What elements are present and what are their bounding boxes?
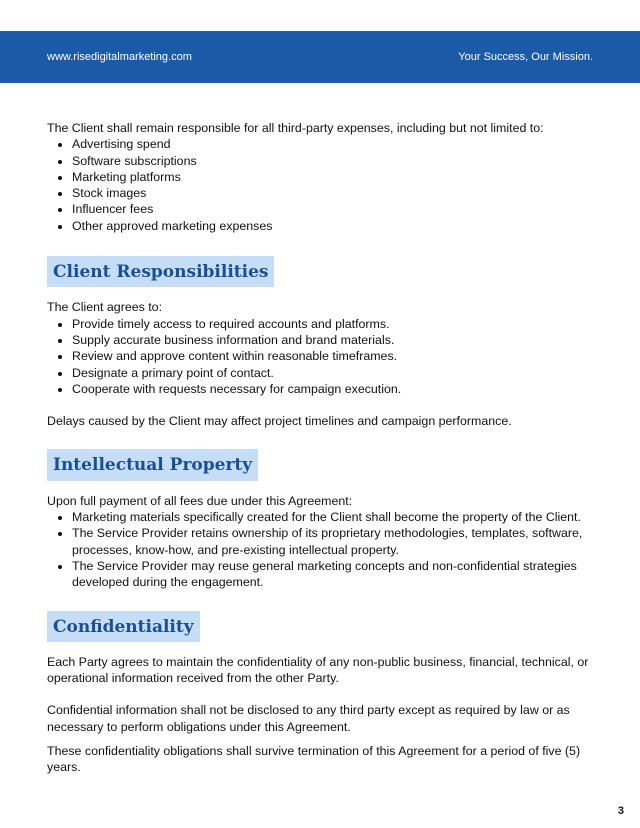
- intellectual-property-list: [47, 509, 602, 590]
- list-item: • Software subscriptions: [72, 153, 602, 169]
- header-tagline: Your Success, Our Mission.: [458, 51, 593, 63]
- client-responsibilities-list: [47, 316, 602, 397]
- section-heading: Client Responsibilities: [47, 256, 274, 287]
- document-body: [47, 120, 602, 776]
- section-heading: Confidentiality: [47, 611, 200, 642]
- list-item: • Review and approve content within reasonable timeframes.: [72, 348, 602, 364]
- list-item: • Stock images: [72, 185, 602, 201]
- confidentiality-paragraph: Confidential information shall not be disclosed to any third party except as required by law or as necessary to perform obligations under this Agreement.: [47, 703, 570, 734]
- list-item: • Marketing materials specifically created for the Client shall become the property of the Client.: [72, 509, 602, 525]
- list-item: • The Service Provider may reuse general marketing concepts and non-confidential strategies developed during the engagement.: [72, 558, 602, 591]
- expenses-section: [47, 120, 602, 234]
- list-item: • Advertising spend: [72, 136, 602, 152]
- list-item: • Cooperate with requests necessary for campaign execution.: [72, 381, 602, 397]
- page-header: [0, 31, 640, 83]
- client-responsibilities-section: [47, 256, 602, 429]
- intellectual-property-section: [47, 449, 602, 590]
- list-item: • Supply accurate business information and brand materials.: [72, 332, 602, 348]
- section-heading: Intellectual Property: [47, 449, 258, 480]
- intellectual-property-intro: Upon full payment of all fees due under this Agreement:: [47, 493, 353, 508]
- list-item: • Influencer fees: [72, 201, 602, 217]
- client-responsibilities-note: Delays caused by the Client may affect project timelines and campaign performance.: [47, 414, 512, 429]
- expenses-intro: The Client shall remain responsible for all third-party expenses, including but not limited to:: [47, 121, 544, 135]
- list-item: • Marketing platforms: [72, 169, 602, 185]
- list-item: • Other approved marketing expenses: [72, 218, 602, 234]
- page-number: 3: [617, 805, 624, 817]
- list-item: • Designate a primary point of contact.: [72, 365, 602, 381]
- confidentiality-paragraph: Each Party agrees to maintain the confidentiality of any non-public business, financial, technical, or operational information received from the other Party.: [47, 654, 589, 686]
- expenses-list: [47, 136, 602, 234]
- website-url: www.risedigitalmarketing.com: [47, 51, 192, 63]
- list-item: • The Service Provider retains ownership of its proprietary methodologies, templates, software, processes, know-how, and pre-existing intellectual property.: [72, 525, 602, 558]
- client-responsibilities-intro: The Client agrees to:: [47, 300, 163, 315]
- confidentiality-section: [47, 611, 602, 776]
- list-item: • Provide timely access to required accounts and platforms.: [72, 316, 602, 332]
- confidentiality-paragraph: These confidentiality obligations shall survive termination of this Agreement for a period of five (5) years.: [47, 744, 581, 775]
